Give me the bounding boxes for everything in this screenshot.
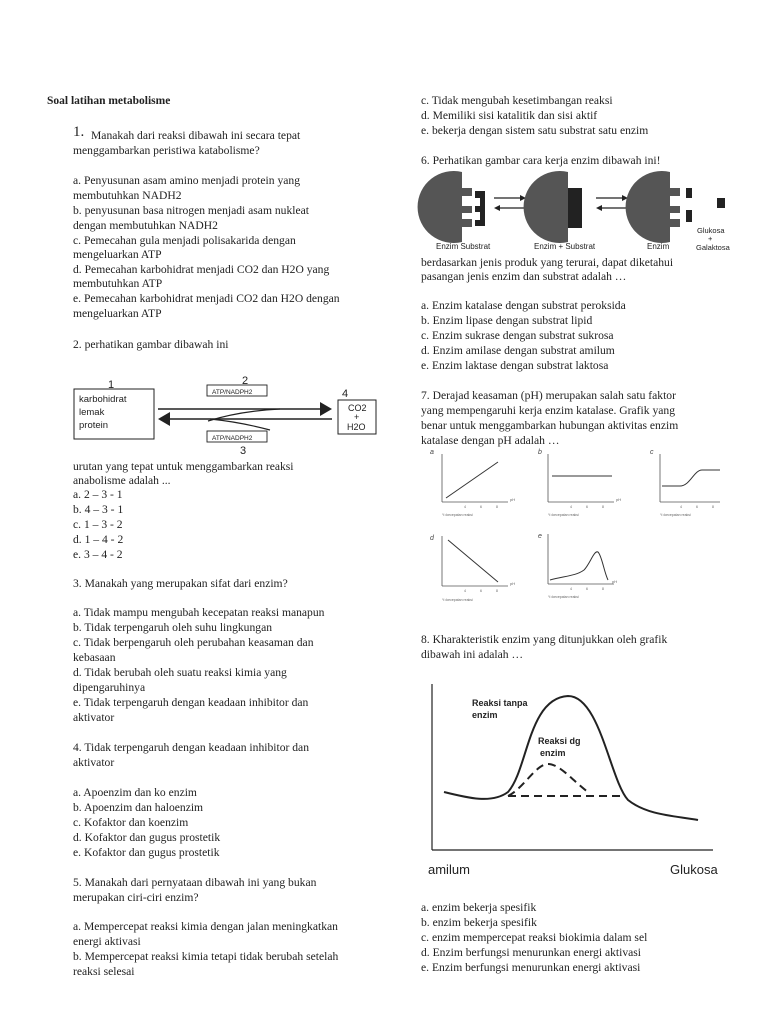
y-label: Y=kecepatan reaksi [548,513,579,517]
q3-option-line[interactable]: dipengaruhinya [73,681,146,694]
q3-option-line[interactable]: e. Tidak terpengaruh dengan keadaan inhibitor dan [73,696,309,709]
x-label: pH [510,581,516,586]
q6-option[interactable]: e. Enzim laktase dengan substrat laktosa [421,359,609,372]
q5-option-line[interactable]: reaksi selesai [73,965,135,978]
question-1-text-line: Manakah dari reaksi dibawah ini secara tepat [91,129,301,142]
question-3-text: 3. Manakah yang merupakan sifat dari enzim? [73,577,288,590]
product-fragment-2 [686,210,692,222]
tick: 6 [480,589,482,593]
label-glukosa: Glukosa [697,226,725,235]
q6-option[interactable]: b. Enzim lipase dengan substrat lipid [421,314,593,327]
q6-option[interactable]: d. Enzim amilase dengan substrat amilum [421,344,615,357]
q5-option-line[interactable]: energi aktivasi [73,935,141,948]
question-8-text: dibawah ini adalah … [421,648,524,661]
document-title: Soal latihan metabolisme [47,95,171,107]
activation-energy-graph [428,680,728,880]
product-label: + [354,412,360,422]
substrate-shape [475,191,485,226]
q8-option[interactable]: d. Enzim berfungsi menurunkan energi aktivasi [421,946,642,959]
q1-option-line[interactable]: c. Pemecahan gula menjadi polisakarida dengan [73,234,296,247]
ph-graphs [424,446,724,606]
curved-arrow-bottom [210,419,270,430]
question-6-text-after: berdasarkan jenis produk yang terurai, dapat diketahui [421,256,674,269]
q2-option[interactable]: d. 1 – 4 - 2 [73,533,124,546]
question-7-text: 7. Derajad keasaman (pH) merupakan salah satu faktor [421,389,676,402]
label-enzim-substrat: Enzim Substrat [436,242,491,251]
q3-option-line[interactable]: aktivator [73,711,115,724]
diagram-number-4: 4 [342,388,349,400]
q1-option-line[interactable]: a. Penyusunan asam amino menjadi protein yang [73,174,300,187]
tick: 8 [602,505,604,509]
tick: 4 [570,505,572,509]
question-7-text: yang mempengaruhi kerja enzim katalase. Grafik yang [421,404,675,417]
diagram-number-3: 3 [240,445,247,457]
q1-option-line[interactable]: d. Pemecahan karbohidrat menjadi CO2 dan H2O yang [73,263,330,276]
bound-substrate-shape [568,188,582,228]
q6-option[interactable]: c. Enzim sukrase dengan substrat sukrosa [421,329,614,342]
graph-curve [662,470,720,486]
q3-option-line[interactable]: c. Tidak berpengaruh oleh perubahan keasaman dan [73,636,314,649]
tick: 4 [464,505,466,509]
question-4-text: aktivator [73,756,115,769]
label-enzim-plus-substrat: Enzim + Substrat [534,242,596,251]
graph-letter-d: d [430,535,434,542]
q1-option-line[interactable]: membutuhkan NADH2 [73,189,182,202]
diagram-number-1: 1 [108,379,115,391]
product-fragment-1 [686,188,692,198]
label-without-enzyme: Reaksi tanpa [472,698,528,708]
label-with-enzyme: Reaksi dg [538,736,581,746]
q4-option[interactable]: e. Kofaktor dan gugus prostetik [73,846,220,859]
graph-b[interactable] [538,449,621,517]
question-6-text-after: pasangan jenis enzim dan substrat adalah … [421,270,627,283]
enzyme-shape [418,171,472,243]
q8-option[interactable]: a. enzim bekerja spesifik [421,901,537,914]
arrow-right-head [320,402,332,416]
x-label: pH [616,497,622,502]
q5-option-line[interactable]: c. Tidak mengubah kesetimbangan reaksi [421,94,613,107]
q1-option-line[interactable]: membutuhkan ATP [73,277,163,290]
reverse-arrow-head [494,205,500,211]
graph-curve [446,462,498,498]
q5-option-line[interactable]: d. Memiliki sisi katalitik dan sisi aktif [421,109,598,122]
question-6-text: 6. Perhatikan gambar cara kerja enzim dibawah ini! [421,154,661,167]
question-2-text: 2. perhatikan gambar dibawah ini [73,338,229,351]
q1-option-line[interactable]: b. penyusunan basa nitrogen menjadi asam nukleat [73,204,309,217]
substrate-label: karbohidrat [79,394,127,405]
q4-option[interactable]: d. Kofaktor dan gugus prostetik [73,831,221,844]
tick: 8 [712,505,714,509]
tick: 4 [570,587,572,591]
q4-option[interactable]: b. Apoenzim dan haloenzim [73,801,204,814]
x-label-glukosa: Glukosa [670,862,718,877]
x-label: pH [510,497,516,502]
question-7-text: benar untuk menggambarkan hubungan aktivitas enzim [421,419,679,432]
tick: 4 [464,589,466,593]
tick: 6 [586,587,588,591]
substrate-label: protein [79,420,109,431]
q5-option-line[interactable]: a. Mempercepat reaksi kimia dengan jalan meningkatkan [73,920,338,933]
atp-bottom-label: ATP/NADPH2 [212,435,253,442]
q2-option[interactable]: b. 4 – 3 - 1 [73,503,124,516]
q8-option[interactable]: e. Enzim berfungsi menurunkan energi aktivasi [421,961,641,974]
question-5-text: 5. Manakah dari pernyataan dibawah ini yang bukan [73,876,317,889]
question-7-text: katalase dengan pH adalah … [421,434,560,447]
q4-option[interactable]: c. Kofaktor dan koenzim [73,816,189,829]
graph-e[interactable] [538,533,617,599]
graph-a[interactable] [430,449,515,517]
x-label-amilum: amilum [428,862,470,877]
q3-option-line[interactable]: a. Tidak mampu mengubah kecepatan reaksi manapun [73,606,325,619]
question-2-text-after: urutan yang tepat untuk menggambarkan reaksi [73,460,294,473]
q2-option[interactable]: a. 2 – 3 - 1 [73,488,123,501]
y-label: Y=kecepatan reaksi [442,513,473,517]
label-plus: + [708,234,713,243]
q4-option[interactable]: a. Apoenzim dan ko enzim [73,786,197,799]
graph-curve [550,552,608,580]
label-with-enzyme: enzim [540,748,566,758]
graph-c[interactable] [650,449,720,517]
q2-option[interactable]: c. 1 – 3 - 2 [73,518,123,531]
q3-option-line[interactable]: kebasaan [73,651,116,664]
q1-option-line[interactable]: e. Pemecahan karbohidrat menjadi CO2 dan H2O dengan [73,292,340,305]
tick: 8 [496,589,498,593]
q8-option[interactable]: c. enzim mempercepat reaksi biokimia dalam sel [421,931,648,944]
tick: 6 [696,505,698,509]
q5-option-line[interactable]: b. Mempercepat reaksi kimia tetapi tidak berubah setelah [73,950,339,963]
atp-top-label: ATP/NADPH2 [212,389,253,396]
graph-letter-e: e [538,533,542,540]
enzyme-free-shape [626,171,680,243]
y-label: Y=kecepatan reaksi [442,598,473,602]
graph-d[interactable] [430,535,515,602]
label-galaktosa: Galaktosa [696,243,730,252]
question-4-text: 4. Tidak terpengaruh dengan keadaan inhibitor dan [73,741,310,754]
enzyme-complex-shape [524,171,568,243]
q1-option-line[interactable]: dengan membutuhkan NADH2 [73,219,218,232]
label-enzim: Enzim [647,242,670,251]
graph-letter-c: c [650,449,654,456]
q2-option[interactable]: e. 3 – 4 - 2 [73,548,123,561]
q1-option-line[interactable]: mengeluarkan ATP [73,307,162,320]
q3-option-line[interactable]: b. Tidak terpengaruh oleh suhu lingkungan [73,621,273,634]
question-1-text-line: menggambarkan peristiwa katabolisme? [73,144,260,157]
y-label: Y=kecepatan reaksi [548,595,579,599]
tick: 6 [586,505,588,509]
tick: 4 [680,505,682,509]
arrow-left-head [158,412,170,426]
tick: 8 [496,505,498,509]
metabolism-diagram [70,376,380,456]
label-without-enzyme: enzim [472,710,498,720]
q3-option-line[interactable]: d. Tidak berubah oleh suatu reaksi kimia yang [73,666,287,679]
q6-option[interactable]: a. Enzim katalase dengan substrat peroksida [421,299,626,312]
question-2-text-after: anabolisme adalah ... [73,474,171,487]
y-label: Y=kecepatan reaksi [660,513,691,517]
product-reverse-arrow-head [596,205,602,211]
substrate-label: lemak [79,407,105,418]
diagram-number-2: 2 [242,375,249,387]
product-fragment-3 [717,198,725,208]
graph-curve [448,540,498,582]
product-label: CO2 [348,403,367,413]
enzyme-mechanism-diagram [420,166,740,258]
x-label: pH [612,579,618,584]
q8-option[interactable]: b. enzim bekerja spesifik [421,916,537,929]
graph-letter-b: b [538,449,542,456]
question-1-number: 1. [73,124,85,140]
graph-letter-a: a [430,449,434,456]
q1-option-line[interactable]: mengeluarkan ATP [73,248,162,261]
q5-option-line[interactable]: e. bekerja dengan sistem satu substrat satu enzim [421,124,649,137]
tick: 6 [480,505,482,509]
question-5-text: merupakan ciri-ciri enzim? [73,891,199,904]
tick: 8 [602,587,604,591]
question-8-text: 8. Kharakteristik enzim yang ditunjukkan oleh grafik [421,633,668,646]
product-label: H2O [347,422,366,432]
